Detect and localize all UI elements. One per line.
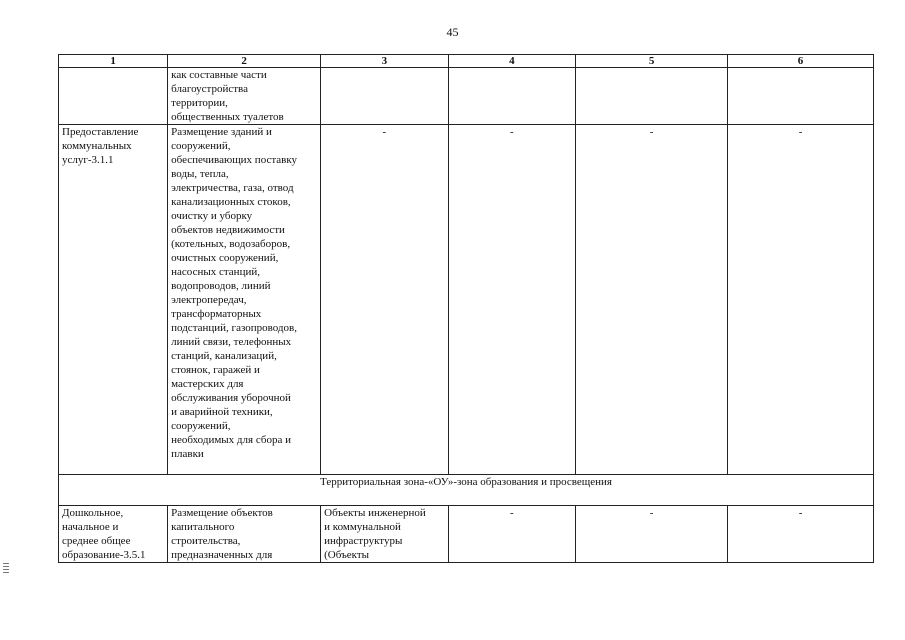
zone-title: Территориальная зона-«ОУ»-зона образования и просвещения xyxy=(59,475,874,506)
column-header-5: 5 xyxy=(576,55,728,68)
cell-col5: - xyxy=(576,506,728,563)
cell-use-type xyxy=(59,68,168,125)
cell-col4: - xyxy=(448,125,576,475)
cell-col3 xyxy=(321,68,449,125)
cell-col5 xyxy=(576,68,728,125)
zone-title-row xyxy=(59,475,874,506)
cell-description: Размещение объектов капитального строительства, предназначенных для xyxy=(168,506,321,563)
zoning-table xyxy=(58,54,874,563)
column-header-2: 2 xyxy=(168,55,321,68)
cell-description: Размещение зданий и сооружений, обеспечивающих поставку воды, тепла, электричества, газа, отвод канализационных стоков, очистку и уборку объектов недвижимости (котельных, водозаборов, очистных сооружений, насосных станций, водопроводов, линий электропередач, трансформаторных подстанций, газопроводов, линий связи, телефонных станций, канализаций, стоянок, гаражей и мастерских для обслуживания уборочной и аварийной техники, сооружений, необходимых для сбора и плавки xyxy=(168,125,321,475)
page-number: 45 xyxy=(446,25,459,39)
header-row xyxy=(59,55,874,68)
cell-use-type: Дошкольное, начальное и среднее общее образование-3.5.1 xyxy=(59,506,168,563)
cell-col4: - xyxy=(448,506,576,563)
cell-col6: - xyxy=(728,506,874,563)
table-row xyxy=(59,506,874,563)
column-header-6: 6 xyxy=(728,55,874,68)
cell-col3: - xyxy=(321,125,449,475)
table-row xyxy=(59,68,874,125)
cell-col3: Объекты инженерной и коммунальной инфраструктуры (Объекты xyxy=(321,506,449,563)
cell-col6 xyxy=(728,68,874,125)
cell-col6: - xyxy=(728,125,874,475)
column-header-4: 4 xyxy=(448,55,576,68)
column-header-1: 1 xyxy=(59,55,168,68)
scan-artifact xyxy=(3,563,9,575)
cell-use-type: Предоставление коммунальных услуг-3.1.1 xyxy=(59,125,168,475)
cell-description: как составные части благоустройства территории, общественных туалетов xyxy=(168,68,321,125)
cell-col5: - xyxy=(576,125,728,475)
cell-col4 xyxy=(448,68,576,125)
column-header-3: 3 xyxy=(321,55,449,68)
table-row xyxy=(59,125,874,475)
